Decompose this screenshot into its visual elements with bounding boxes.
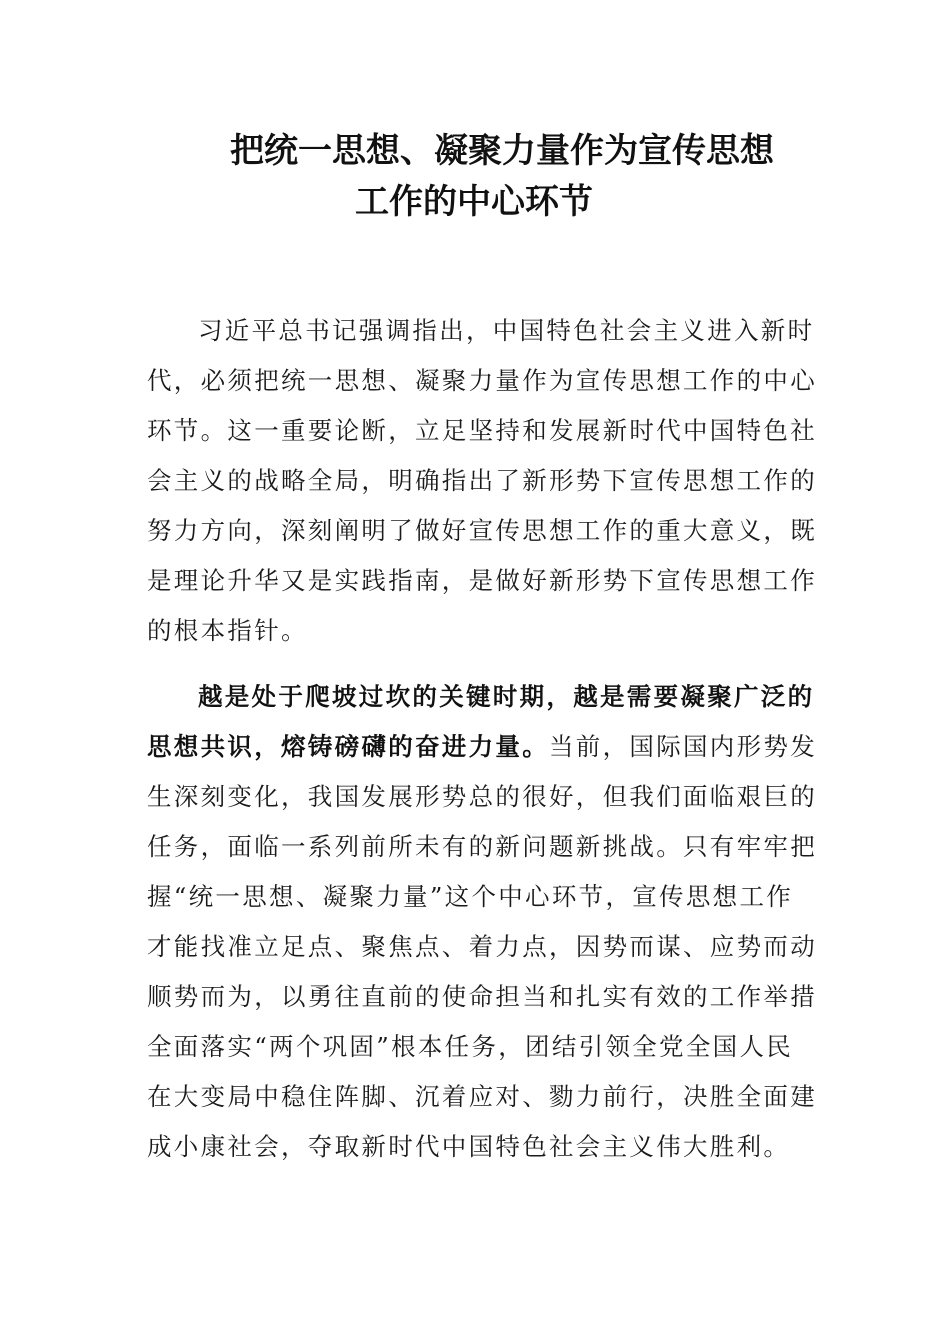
paragraph-2-line: 成小康社会，夺取新时代中国特色社会主义伟大胜利。 xyxy=(147,1132,791,1161)
paragraph-2-line xyxy=(147,732,817,762)
paragraph-2-line-bold: 越是处于爬坡过坎的关键时期，越是需要凝聚广泛的 xyxy=(198,682,815,711)
paragraph-1-line: 习近平总书记强调指出，中国特色社会主义进入新时 xyxy=(198,316,815,345)
paragraph-2-rest: 当前，国际国内形势发 xyxy=(549,732,817,761)
paragraph-1-line: 努力方向，深刻阐明了做好宣传思想工作的重大意义，既 xyxy=(147,516,817,545)
paragraph-2-line: 在大变局中稳住阵脚、沉着应对、勠力前行，决胜全面建 xyxy=(147,1082,817,1111)
paragraph-2-bold-phrase: 思想共识，熔铸磅礴的奋进力量。 xyxy=(147,732,549,761)
paragraph-1-line: 的根本指针。 xyxy=(147,616,308,645)
paragraph-1-line: 代，必须把统一思想、凝聚力量作为宣传思想工作的中心 xyxy=(147,366,817,395)
paragraph-1-line: 环节。这一重要论断，立足坚持和发展新时代中国特色社 xyxy=(147,416,817,445)
paragraph-2-line: 生深刻变化，我国发展形势总的很好，但我们面临艰巨的 xyxy=(147,782,817,811)
paragraph-2-line: 才能找准立足点、聚焦点、着力点，因势而谋、应势而动 xyxy=(147,932,817,961)
paragraph-2-line: 握“统一思想、凝聚力量”这个中心环节，宣传思想工作 xyxy=(147,882,794,911)
paragraph-1-line: 会主义的战略全局，明确指出了新形势下宣传思想工作的 xyxy=(147,466,817,495)
paragraph-2-line: 任务，面临一系列前所未有的新问题新挑战。只有牢牢把 xyxy=(147,832,817,861)
paragraph-1-line: 是理论升华又是实践指南，是做好新形势下宣传思想工作 xyxy=(147,566,817,595)
paragraph-2-line: 顺势而为，以勇往直前的使命担当和扎实有效的工作举措 xyxy=(147,982,817,1011)
document-title-line-1: 把统一思想、凝聚力量作为宣传思想 xyxy=(230,131,774,171)
document-title-line-2: 工作的中心环节 xyxy=(355,182,593,222)
paragraph-2-line: 全面落实“两个巩固”根本任务，团结引领全党全国人民 xyxy=(147,1032,794,1061)
